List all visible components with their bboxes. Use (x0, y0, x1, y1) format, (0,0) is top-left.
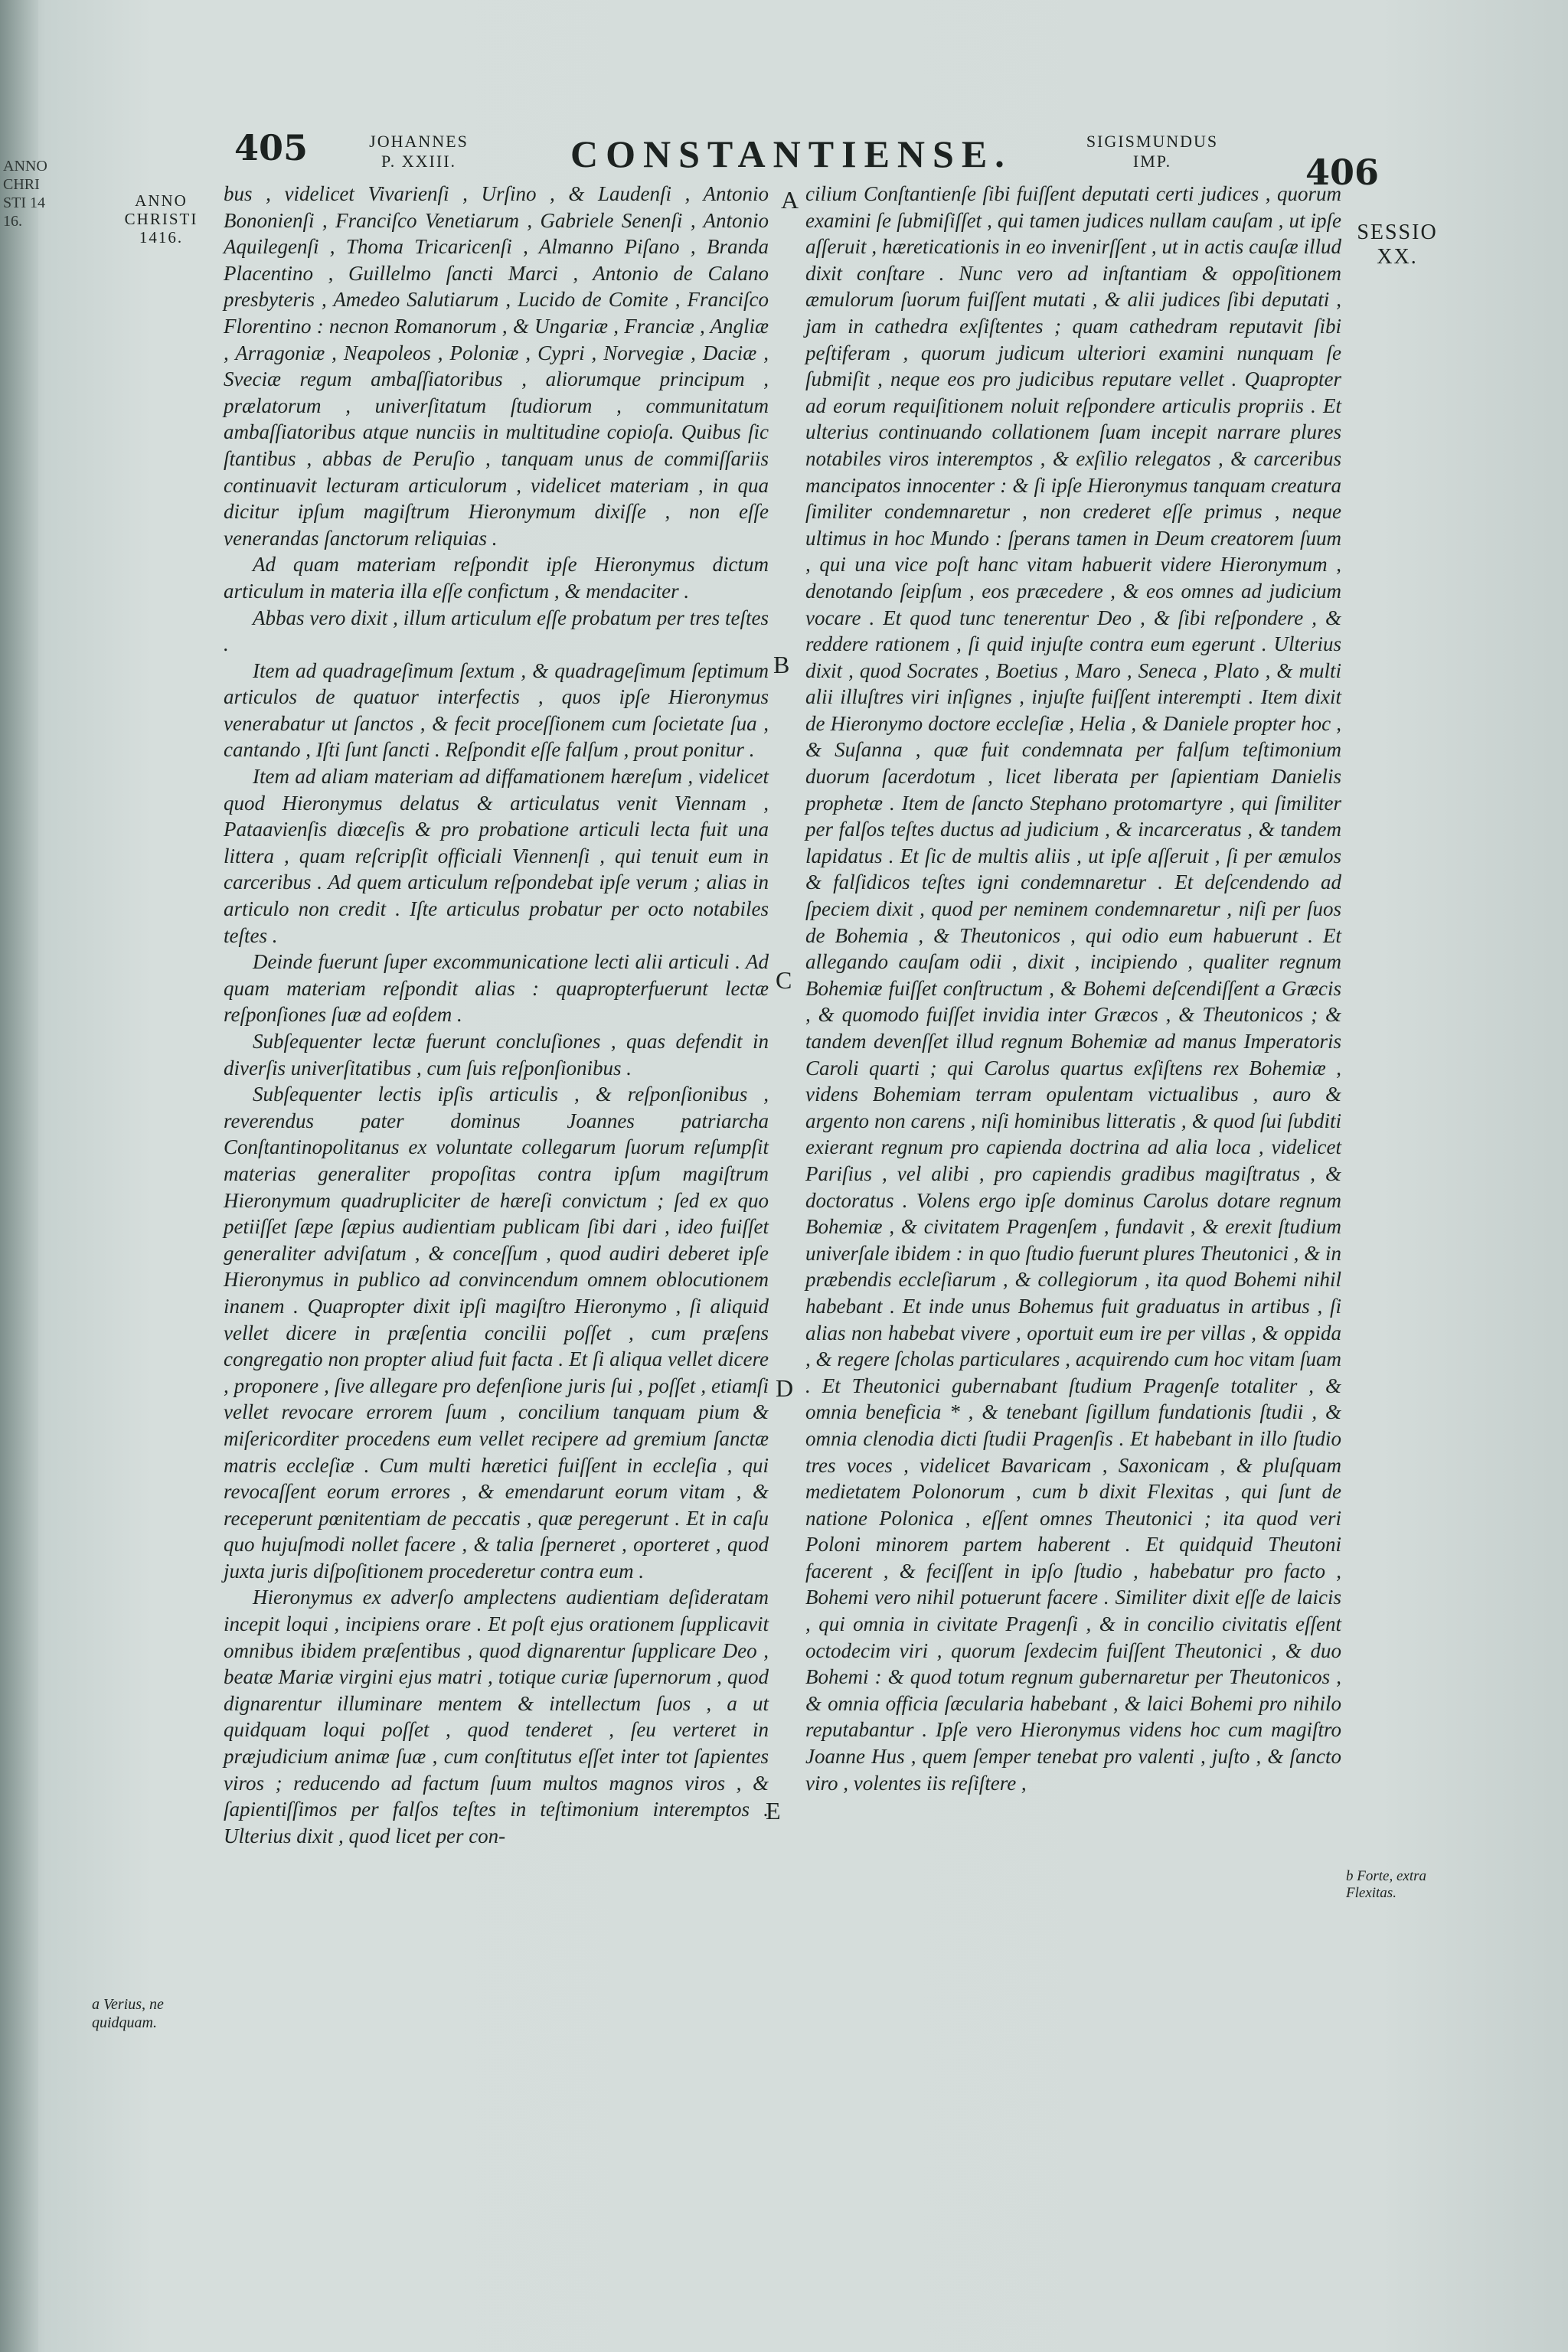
left-paragraph: Item ad quadrageſimum ſextum , & quadrageſimum ſeptimum articulos de quatuor interfectis , quos ipſe Hieronymus venerabatur ut ſanctos , & fecit proceſſionem cum ſocietate ſua , cantando , Iſti ſunt ſancti . Reſpondit eſſe falſum , prout ponitur . (224, 658, 769, 762)
section-letter-e: E (766, 1797, 781, 1824)
year-note: ANNO CHRISTI 1416. (124, 191, 198, 247)
left-page-number: 405 (234, 127, 309, 168)
left-text-column (224, 181, 769, 1849)
right-running-head: SIGISMUNDUS IMP. (1086, 132, 1219, 171)
binding-gutter (0, 0, 38, 2352)
session-note: SESSIO XX. (1357, 220, 1438, 269)
left-paragraph: Deinde fuerunt ſuper excommunicatione lecti alii articuli . Ad quam materiam reſpondit alias : quapropterfuerunt lectæ reſponſiones ſuæ ad eoſdem . (224, 950, 769, 1027)
right-text-column (805, 181, 1341, 1796)
left-paragraph: Hieronymus ex adverſo amplectens audientiam deſideratam incepit loqui , incipiens orare . Et poſt ejus orationem ſupplicavit omnibus ibidem præſentibus , quod dignarentur ſupplicare Deo , beatæ Mariæ virgini ejus matri , totique curiæ ſupernorum , quod dignarentur illuminare mentem & intellectum ſuos , a ut quidquam loqui poſſet , quod tenderet , ſeu verteret in præjudicium animæ ſuæ , cum conſtitutus eſſet inter tot ſapientes viros ; reducendo ad factum ſuum multos magnos viros , & ſapientiſſimos per falſos teſtes in teſtimonium interemptos . Ulterius dixit , quod licet per con- (224, 1586, 769, 1847)
section-letter-c: C (776, 966, 792, 994)
left-paragraph: Ad quam materiam reſpondit ipſe Hieronymus dictum articulum in materia illa eſſe confictum , & mendaciter . (224, 553, 769, 603)
footnote-b: b Forte, extra Flexitas. (1346, 1868, 1427, 1901)
left-running-head: JOHANNES P. XXIII. (369, 132, 469, 171)
right-page-number: 406 (1305, 152, 1380, 193)
section-letter-a: A (781, 186, 799, 214)
footnote-a: a Verius, ne quidquam. (92, 1996, 164, 2031)
section-letter-b: B (773, 651, 790, 678)
left-paragraph: bus , videlicet Vivarienſi , Urſino , & Laudenſi , Antonio Bononienſi , Franciſco Venetiarum , Gabriele Senenſi , Antonio Aquilegenſi , Thoma Tricaricenſi , Almanno Piſano , Branda Placentino , Guillelmo ſancti Marci , Antonio de Calano presbyteris , Amedeo Salutiarum , Lucido de Comite , Franciſco Florentino : necnon Romanorum , & Ungariæ , Franciæ , Angliæ , Arragoniæ , Neapoleos , Poloniæ , Cypri , Norvegiæ , Daciæ , Sveciæ regum ambaſſiatoribus , aliorumque principum , prælatorum , univerſitatum ſtudiorum , communitatum ambaſſiatoribus atque nunciis in multitudine copioſa. Quibus ſic ſtantibus , abbas de Peruſio , tanquam unus de commiſſariis continuavit lecturam articulorum , videlicet materiam , in qua dicitur ipſum magiſtrum Hieronymum dixiſſe , non eſſe venerandas ſanctorum reliquias . (224, 182, 769, 550)
page-title: CONSTANTIENSE. (570, 132, 1012, 175)
left-paragraph: Subſequenter lectis ipſis articulis , & reſponſionibus , reverendus pater dominus Joannes patriarcha Conſtantinopolitanus ex voluntate collegarum ſuorum reſumpſit materias generaliter propoſitas contra ipſum magiſtrum Hieronymum quadrupliciter de hæreſi convictum ; ſed ex quo petiiſſet ſæpe ſæpius audientiam publicam ſibi dari , ideo fuiſſet generaliter adviſatum , & conceſſum , quod audiri deberet ipſe Hieronymus in publico ad convincendum omnem oblocutionem inanem . Quapropter dixit ipſi magiſtro Hieronymo , ſi aliquid vellet dicere in præſentia concilii poſſet , cum præſens congregatio non propter aliud fuit facta . Et ſi aliqua vellet dicere , proponere , ſive allegare pro defenſione juris ſui , poſſet , etiamſi vellet revocare errorem ſuum , concilium tanquam pium & miſericorditer procedens eum vellet recipere ad gremium ſanctæ matris eccleſiæ . Cum multi hæretici fuiſſent in eccleſia , qui revocaſſent eorum errores , & emendarunt eorum vitam , & receperunt pœnitentiam de peccatis , quæ peregerunt . Et in caſu quo hujuſmodi nollet facere , & talia ſperneret , oporteret , quod juxta juris diſpoſitionem procederetur contra eum . (224, 1083, 769, 1583)
left-paragraph: Abbas vero dixit , illum articulum eſſe probatum per tres teſtes . (224, 606, 769, 656)
right-paragraph: cilium Conſtantienſe ſibi fuiſſent deputati certi judices , quorum examini ſe ſubmiſiſſet , qui tamen judices nullam cauſam , ut ipſe aſſeruit , hæreticationis in eo invenirſſent , ut in actis cauſæ illud dixit conſtare . Nunc vero ad inſtantiam & oppoſitionem æmulorum ſuorum fuiſſent mutati , & alii judices ſibi deputati , jam in cathedra exſiſtentes ; quam cathedram reputavit ſibi peſtiferam , quorum judicum ulteriori examini nunquam ſe ſubmiſit , neque eos pro judicibus reputare vellet . Quapropter ad eorum requiſitionem noluit reſpondere articulis propriis . Et ulterius continuando collationem ſuam incepit narrare plures notabiles viros interemptos , & exſilio relegatos , & carceribus mancipatos innocenter : & ſi ipſe Hieronymus tanquam creatura ſimiliter condemnaretur , non crederet eſſe primus , neque ultimus in hoc Mundo : ſperans tamen in Deum creatorem ſuum , qui una vice poſt hanc vitam habuerit videre Hieronymum , denotando ſeipſum , eos præcedere , & eos omnes ad judicium vocare . Et quod tunc tenerentur Deo , & ſibi reſpondere , & reddere rationem , ſi quid injuſte contra eum egerunt . Ulterius dixit , quod Socrates , Boetius , Maro , Seneca , Plato , & multi alii illuſtres viri inſignes , injuſte fuiſſent interempti . Item dixit de Hieronymo doctore eccleſiæ , Helia , & Daniele propter hoc , & Suſanna , quæ fuit condemnata per falſum teſtimonium duorum ſacerdotum , licet liberata per ſapientiam Danielis prophetæ . Item de ſancto Stephano protomartyre , qui ſimiliter per falſos teſtes ductus ad judicium , & incarceratus , & tandem lapidatus . Et ſic de multis aliis , ut ipſe aſſeruit , ſi per æmulos & falſidicos teſtes igni condemnaretur . Et deſcendendo ad ſpeciem dixit , quod per neminem condemnaretur , niſi per ſuos de Bohemia , & Theutonicos , qui odio eum habuerunt . Et allegando cauſam odii , dixit , incipiendo , qualiter regnum Bohemiæ fuiſſet conſtructum , & Bohemi deſcendiſſent a Græcis , & quomodo fuiſſet invidia inter Græcos , & Theutonicos ; & tandem devenſſet illud regnum Bohemiæ ad manus Imperatoris Caroli quarti ; qui Carolus quartus exſiſtens rex Bohemiæ , videns Bohemiam terram opulentam victualibus , auro & argento non carens , niſi hominibus litteratis , & quod ſui ſubditi exierant regnum pro capienda doctrina ad alia loca , videlicet Pariſius , vel alibi , pro capiendis gradibus magiſtratus , & doctoratus . Volens ergo ipſe dominus Carolus dotare regnum Bohemiæ , & civitatem Pragenſem , fundavit , & erexit ſtudium univerſale ibidem : in quo ſtudio fuerunt plures Theutonici , & in præbendis eccleſiarum , & collegiorum , ita quod Bohemi nihil habebant . Et inde unus Bohemus fuit graduatus in artibus , ſi alias non habebat vivere , oportuit eum ire per villas , & oppida , & regere ſcholas particulares , acquirendo cum hoc vitam ſuam . Et Theutonici gubernabant ſtudium Pragenſe totaliter , & omnia beneficia * , & tenebant ſigillum fundationis ſtudii , & omnia clenodia dicti ſtudii Pragenſis . Et habebant in illo ſtudio tres voces , videlicet Bavaricam , Saxonicam , & pluſquam medietatem Polonorum , cum b dixit Flexitas , qui ſunt de natione Polonica , eſſent omnes Theutonici ; ita quod veri Poloni minorem partem haberent . Et quidquid Theutoni facerent , & feciſſent in ipſo ſtudio , habebatur pro facto , Bohemi vero nihil potuerunt facere . Similiter dixit eſſe de laicis , qui omnia in civitate Pragenſi , & in concilio civitatis eſſent octodecim viri , quorum ſexdecim fuiſſent Theutonici , & duo Bohemi : & quod totum regnum gubernaretur per Theutonicos , & omnia officia ſæcularia habebant , & laici Bohemi pro nihilo reputabantur . Ipſe vero Hieronymus videns hoc cum magiſtro Joanne Hus , quem ſemper tenebat pro valenti , juſto , & ſancto viro , volentes iis reſiſtere , (805, 182, 1341, 1795)
left-paragraph: Subſequenter lectæ fuerunt concluſiones , quas defendit in diverſis univerſitatibus , cum ſuis reſponſionibus . (224, 1030, 769, 1080)
left-paragraph: Item ad aliam materiam ad diffamationem hæreſum , videlicet quod Hieronymus delatus & articulatus venit Viennam , Pataavienſis diœceſis & pro probatione articuli lecta fuit una littera , quam reſcripſit officiali Viennenſi , qui tenuit eum in carceribus . Ad quem articulum reſpondebat ipſe verum ; alias in articulo non credit . Iſte articulus probatur per octo notabiles teſtes . (224, 765, 769, 947)
section-letter-d: D (776, 1374, 794, 1402)
gutter-note: ANNO CHRISTI 1416. (3, 158, 47, 230)
